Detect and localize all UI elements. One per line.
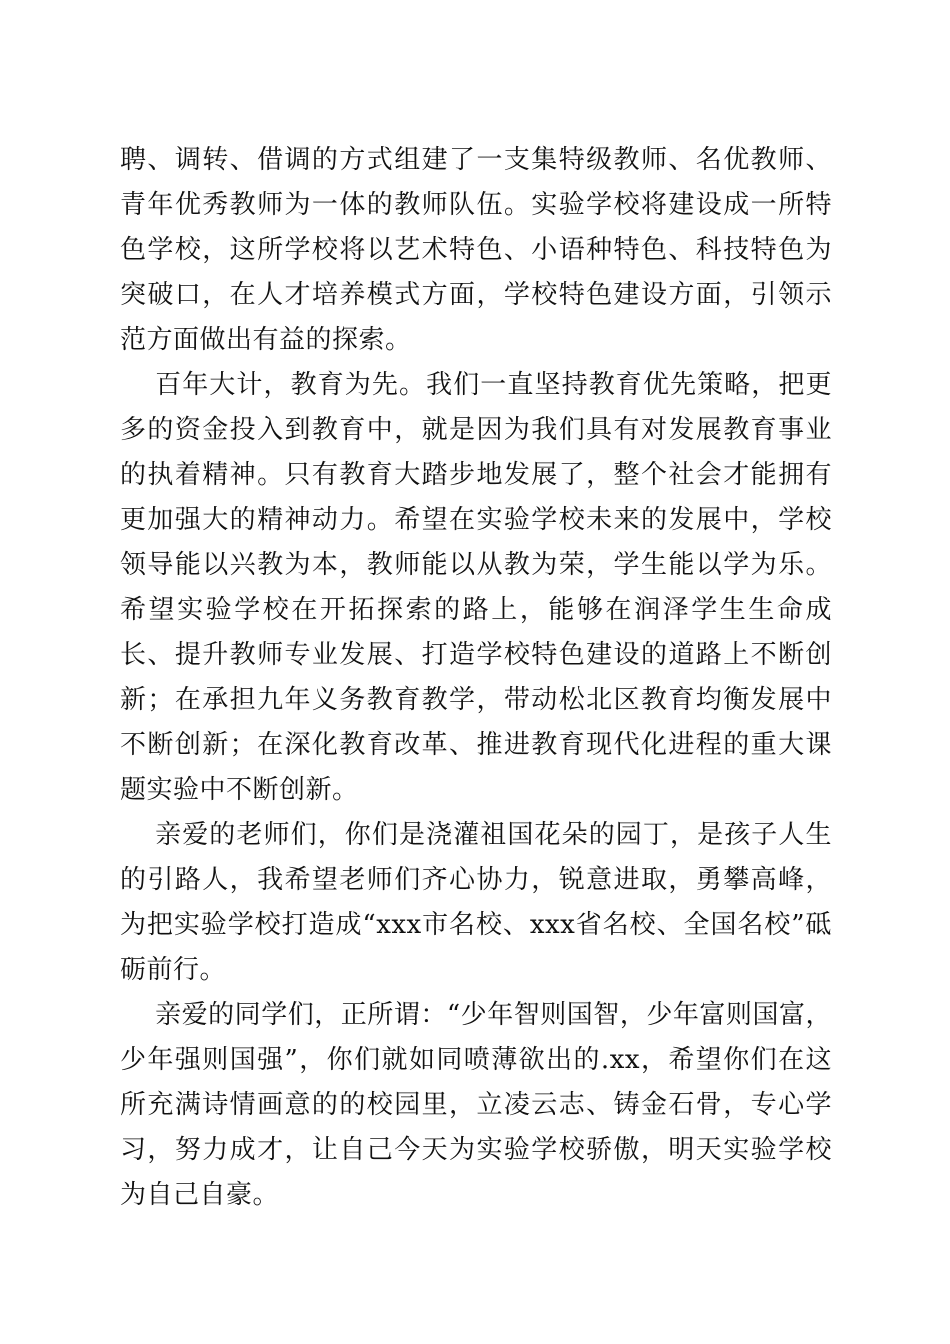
document-body [120,138,832,1218]
paragraph-education-first: 百年大计，教育为先。我们一直坚持教育优先策略，把更多的资金投入到教育中，就是因为我们具有对发展教育事业的执着精神。只有教育大踏步地发展了，整个社会才能拥有更加强大的精神动力。希望在实验学校未来的发展中，学校领导能以兴教为本，教师能以从教为荣，学生能以学为乐。希望实验学校在开拓探索的路上，能够在润泽学生生命成长、提升教师专业发展、打造学校特色建设的道路上不断创新；在承担九年义务教育教学，带动松北区教育均衡发展中不断创新；在深化教育改革、推进教育现代化进程的重大课题实验中不断创新。 [120,370,832,805]
paragraph-teacher-team: 聘、调转、借调的方式组建了一支集特级教师、名优教师、青年优秀教师为一体的教师队伍。实验学校将建设成一所特色学校，这所学校将以艺术特色、小语种特色、科技特色为突破口，在人才培养模式方面，学校特色建设方面，引领示范方面做出有益的探索。 [120,145,832,355]
paragraph-dear-students: 亲爱的同学们，正所谓：“少年智则国智，少年富则国富，少年强则国强”，你们就如同喷薄欲出的.xx，希望你们在这所充满诗情画意的的校园里，立凌云志、铸金石骨，专心学习，努力成才，让自己今天为实验学校骄傲，明天实验学校为自己自豪。 [120,1000,832,1210]
paragraph-dear-teachers: 亲爱的老师们，你们是浇灌祖国花朵的园丁，是孩子人生的引路人，我希望老师们齐心协力，锐意进取，勇攀高峰，为把实验学校打造成“xxx市名校、xxx省名校、全国名校”砥砺前行。 [120,820,832,985]
